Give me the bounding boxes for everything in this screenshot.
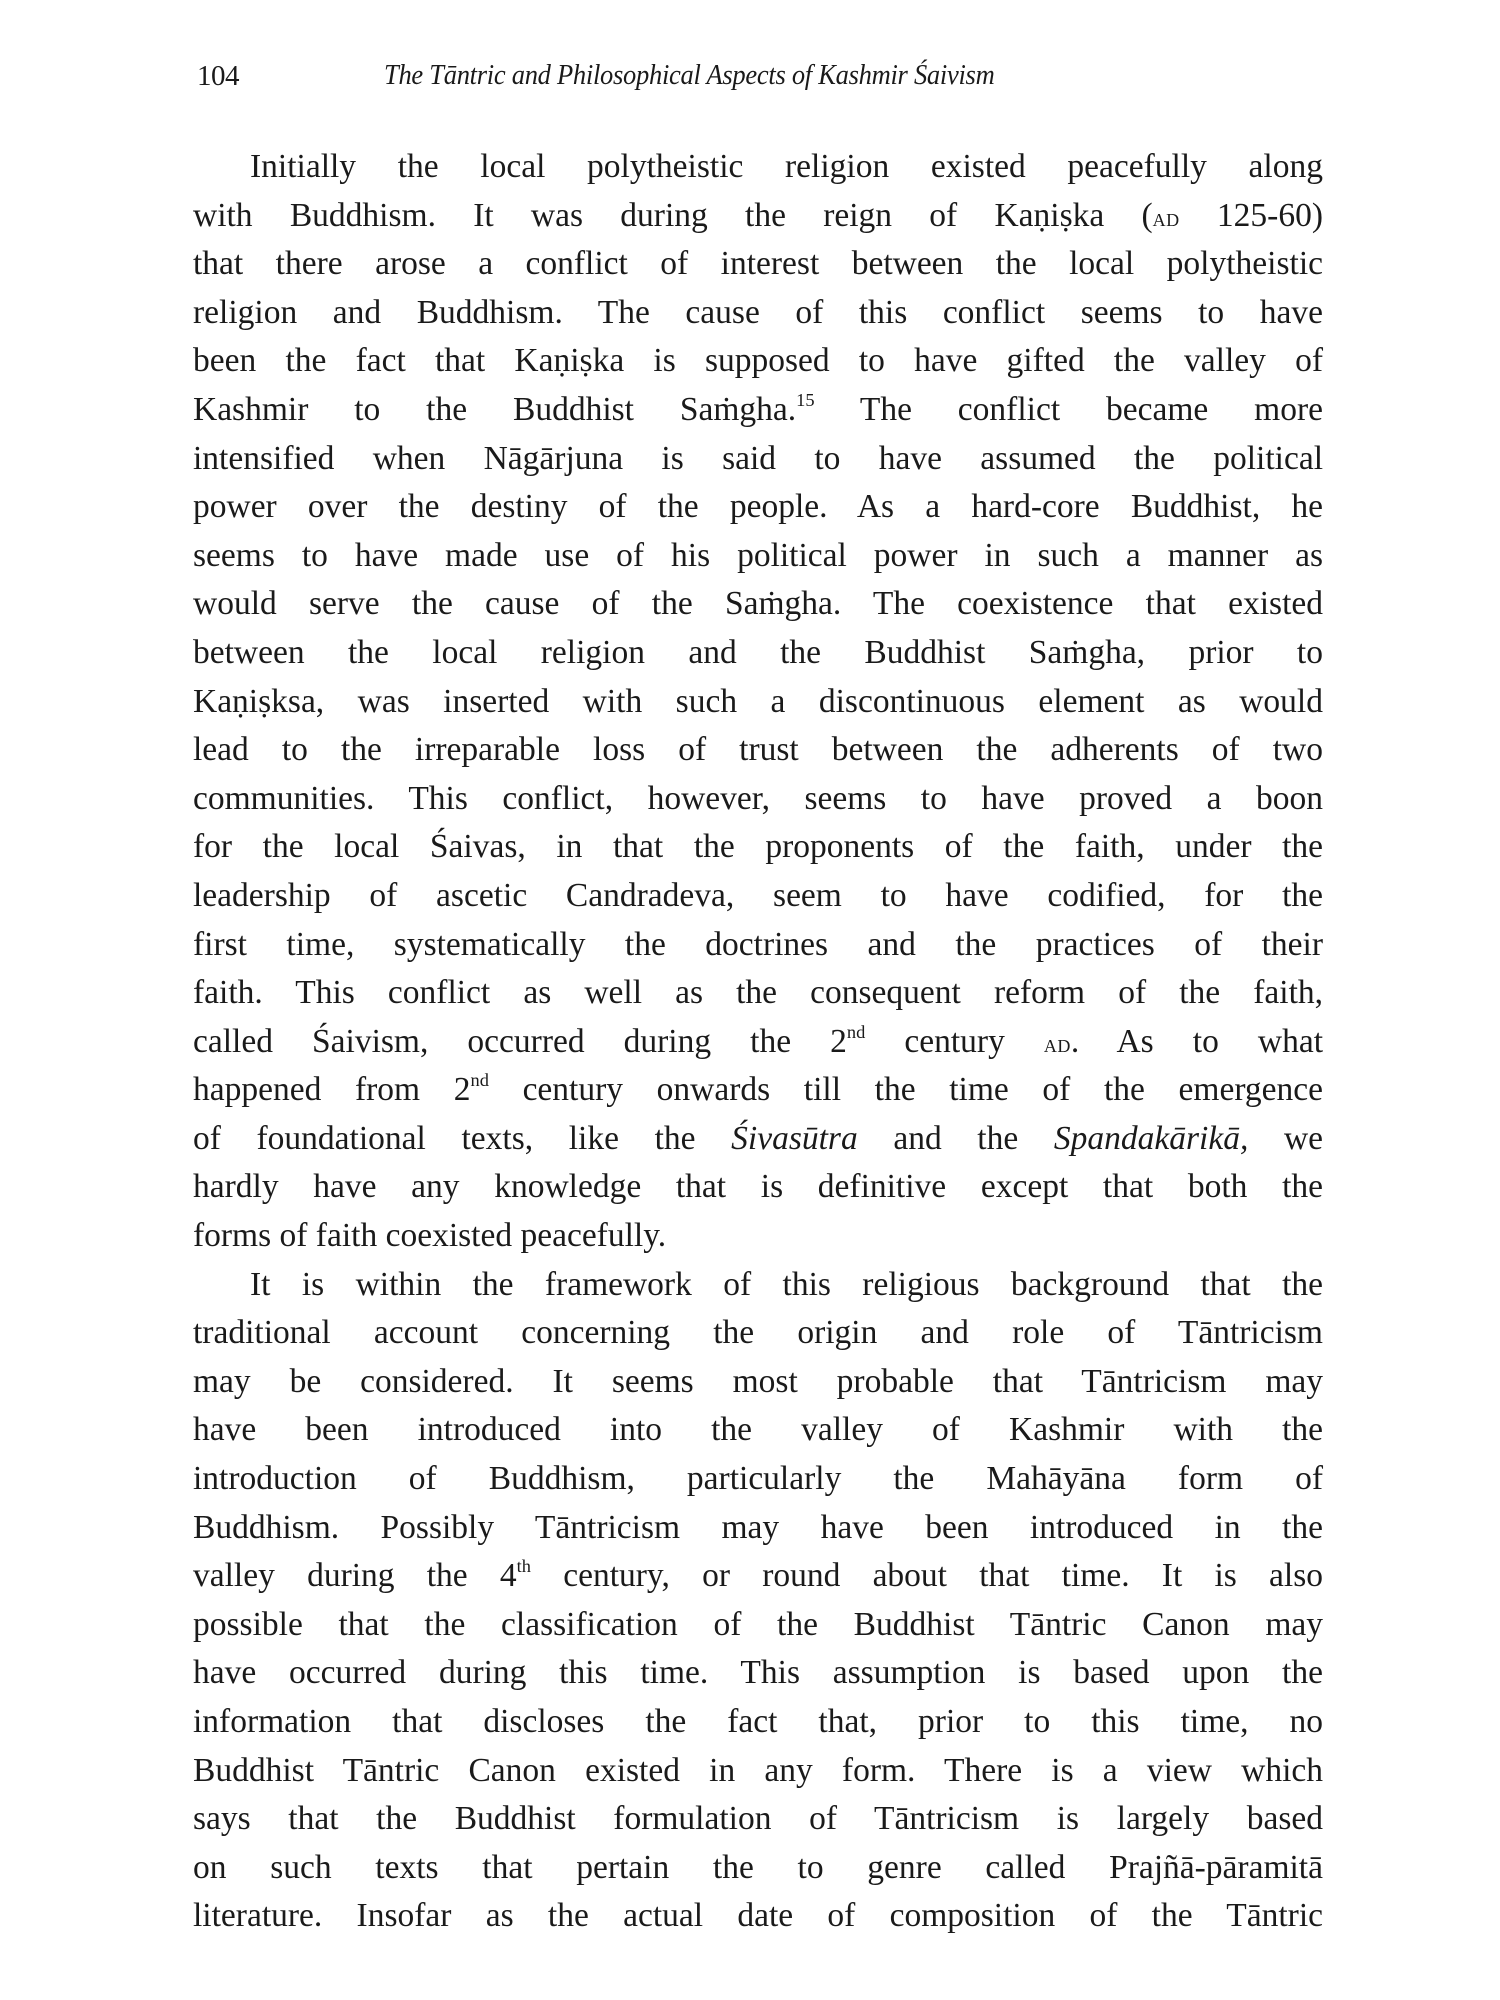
text-segment: called Śaivism, occurred during the 2 xyxy=(193,1022,847,1060)
text-segment: been the fact that Kaṇiṣka is supposed to have gifted the valley of xyxy=(193,342,1323,380)
text-line xyxy=(193,1747,1323,1796)
text-line xyxy=(193,1212,1323,1261)
text-segment: possible that the classification of the Buddhist Tāntric Canon may xyxy=(193,1605,1323,1643)
text-segment: Buddhist Tāntric Canon existed in any form. There is a view which xyxy=(193,1751,1323,1789)
text-segment: Initially the local polytheistic religion existed peacefully along xyxy=(250,148,1323,185)
text-line xyxy=(193,969,1323,1018)
text-segment: would serve the cause of the Saṁgha. The coexistence that existed xyxy=(193,585,1323,623)
text-segment: and the xyxy=(857,1119,1054,1157)
text-line xyxy=(193,1261,1323,1310)
text-segment: religion and Buddhism. The cause of this conflict seems to have xyxy=(193,293,1323,331)
text-line xyxy=(193,1698,1323,1747)
text-line xyxy=(193,823,1323,872)
text-segment: communities. This conflict, however, seems to have proved a boon xyxy=(193,779,1323,817)
text-segment: traditional account concerning the origin and role of Tāntricism xyxy=(193,1314,1323,1352)
text-line xyxy=(193,872,1323,921)
text-line xyxy=(193,337,1323,386)
text-segment: that there arose a conflict of interest between the local polytheistic xyxy=(193,245,1323,283)
text-line xyxy=(193,1018,1323,1067)
text-line xyxy=(193,775,1323,824)
text-line xyxy=(193,1795,1323,1844)
running-head xyxy=(197,52,1327,96)
text-line xyxy=(193,580,1323,629)
text-line xyxy=(193,289,1323,338)
text-line xyxy=(193,1455,1323,1504)
body-text xyxy=(193,143,1323,1941)
text-segment: first time, systematically the doctrines and the practices of their xyxy=(193,925,1323,963)
text-segment: says that the Buddhist formulation of Tāntricism is largely based xyxy=(193,1800,1323,1838)
text-segment: information that discloses the fact that, prior to this time, no xyxy=(193,1703,1323,1740)
text-segment: power over the destiny of the people. As a hard-core Buddhist, he xyxy=(193,488,1323,526)
text-line xyxy=(193,1504,1323,1553)
text-segment: . As to what xyxy=(1070,1022,1323,1060)
running-title: The Tāntric and Philosophical Aspects of Kashmir Śaivism xyxy=(384,60,995,91)
text-segment: have occurred during this time. This assumption is based upon the xyxy=(193,1654,1323,1692)
text-line xyxy=(193,1601,1323,1650)
text-segment: of foundational texts, like the xyxy=(193,1119,732,1157)
text-segment: between the local religion and the Buddhist Saṁgha, prior to xyxy=(193,633,1323,671)
paragraph xyxy=(193,1261,1323,1941)
text-segment: valley during the 4 xyxy=(193,1557,517,1595)
small-caps: ad xyxy=(1043,1028,1071,1058)
text-line xyxy=(193,629,1323,678)
text-segment: may be considered. It seems most probable that Tāntricism may xyxy=(193,1362,1323,1400)
text-segment: faith. This conflict as well as the consequent reform of the faith, xyxy=(193,974,1323,1012)
text-line xyxy=(193,240,1323,289)
text-line xyxy=(193,1066,1323,1115)
text-segment: century, or round about that time. It is also xyxy=(530,1557,1323,1595)
text-segment: on such texts that pertain the to genre called Prajñā-pāramitā xyxy=(193,1848,1323,1886)
small-caps: ad xyxy=(1152,202,1180,232)
text-segment: we xyxy=(1248,1119,1324,1157)
italic-text: Spandakārikā, xyxy=(1053,1119,1249,1157)
superscript: nd xyxy=(470,1070,489,1091)
superscript: nd xyxy=(846,1021,866,1042)
text-segment: for the local Śaivas, in that the proponents of the faith, under the xyxy=(193,828,1323,866)
text-segment: century onwards till the time of the emergence xyxy=(488,1071,1323,1109)
text-segment: happened from 2 xyxy=(193,1071,471,1109)
text-line xyxy=(193,1552,1323,1601)
text-line xyxy=(193,483,1323,532)
italic-text: Śivasūtra xyxy=(731,1119,858,1157)
text-line xyxy=(193,1406,1323,1455)
text-segment: intensified when Nāgārjuna is said to have assumed the political xyxy=(193,439,1323,477)
text-line xyxy=(193,386,1323,435)
text-line xyxy=(193,143,1323,192)
text-segment: introduction of Buddhism, particularly the Mahāyāna form of xyxy=(193,1460,1323,1498)
text-line xyxy=(193,1844,1323,1893)
text-segment: literature. Insofar as the actual date of composition of the Tāntric xyxy=(193,1897,1323,1935)
text-line xyxy=(193,532,1323,581)
paragraph xyxy=(193,143,1323,1261)
text-segment: Kaṇiṣksa, was inserted with such a discontinuous element as would xyxy=(193,682,1323,720)
text-line xyxy=(193,726,1323,775)
text-segment: The conflict became more xyxy=(814,390,1323,428)
text-line xyxy=(193,1649,1323,1698)
text-line xyxy=(193,1115,1323,1164)
text-segment: Kashmir to the Buddhist Saṁgha. xyxy=(193,390,797,428)
text-line xyxy=(193,678,1323,727)
text-segment: leadership of ascetic Candradeva, seem to have codified, for the xyxy=(193,876,1323,914)
superscript: th xyxy=(516,1556,531,1577)
text-line xyxy=(193,192,1323,241)
text-line xyxy=(193,1358,1323,1407)
text-segment: forms of faith coexisted peacefully. xyxy=(193,1217,667,1255)
superscript: 15 xyxy=(796,390,815,411)
text-segment: lead to the irreparable loss of trust between the adherents of two xyxy=(193,731,1323,769)
text-segment: seems to have made use of his political power in such a manner as xyxy=(193,536,1323,574)
text-segment: century xyxy=(865,1022,1044,1060)
page-number: 104 xyxy=(197,60,239,92)
text-line xyxy=(193,1163,1323,1212)
text-segment: It is within the framework of this religious background that the xyxy=(250,1265,1323,1303)
text-segment: hardly have any knowledge that is definitive except that both the xyxy=(193,1168,1323,1206)
text-segment: with Buddhism. It was during the reign of Kaṇiṣka ( xyxy=(193,196,1153,234)
text-segment: have been introduced into the valley of Kashmir with the xyxy=(193,1411,1323,1449)
text-line xyxy=(193,1309,1323,1358)
text-line xyxy=(193,921,1323,970)
text-segment: 125-60) xyxy=(1179,196,1323,234)
text-line xyxy=(193,1892,1323,1941)
text-line xyxy=(193,435,1323,484)
text-segment: Buddhism. Possibly Tāntricism may have been introduced in the xyxy=(193,1508,1323,1546)
